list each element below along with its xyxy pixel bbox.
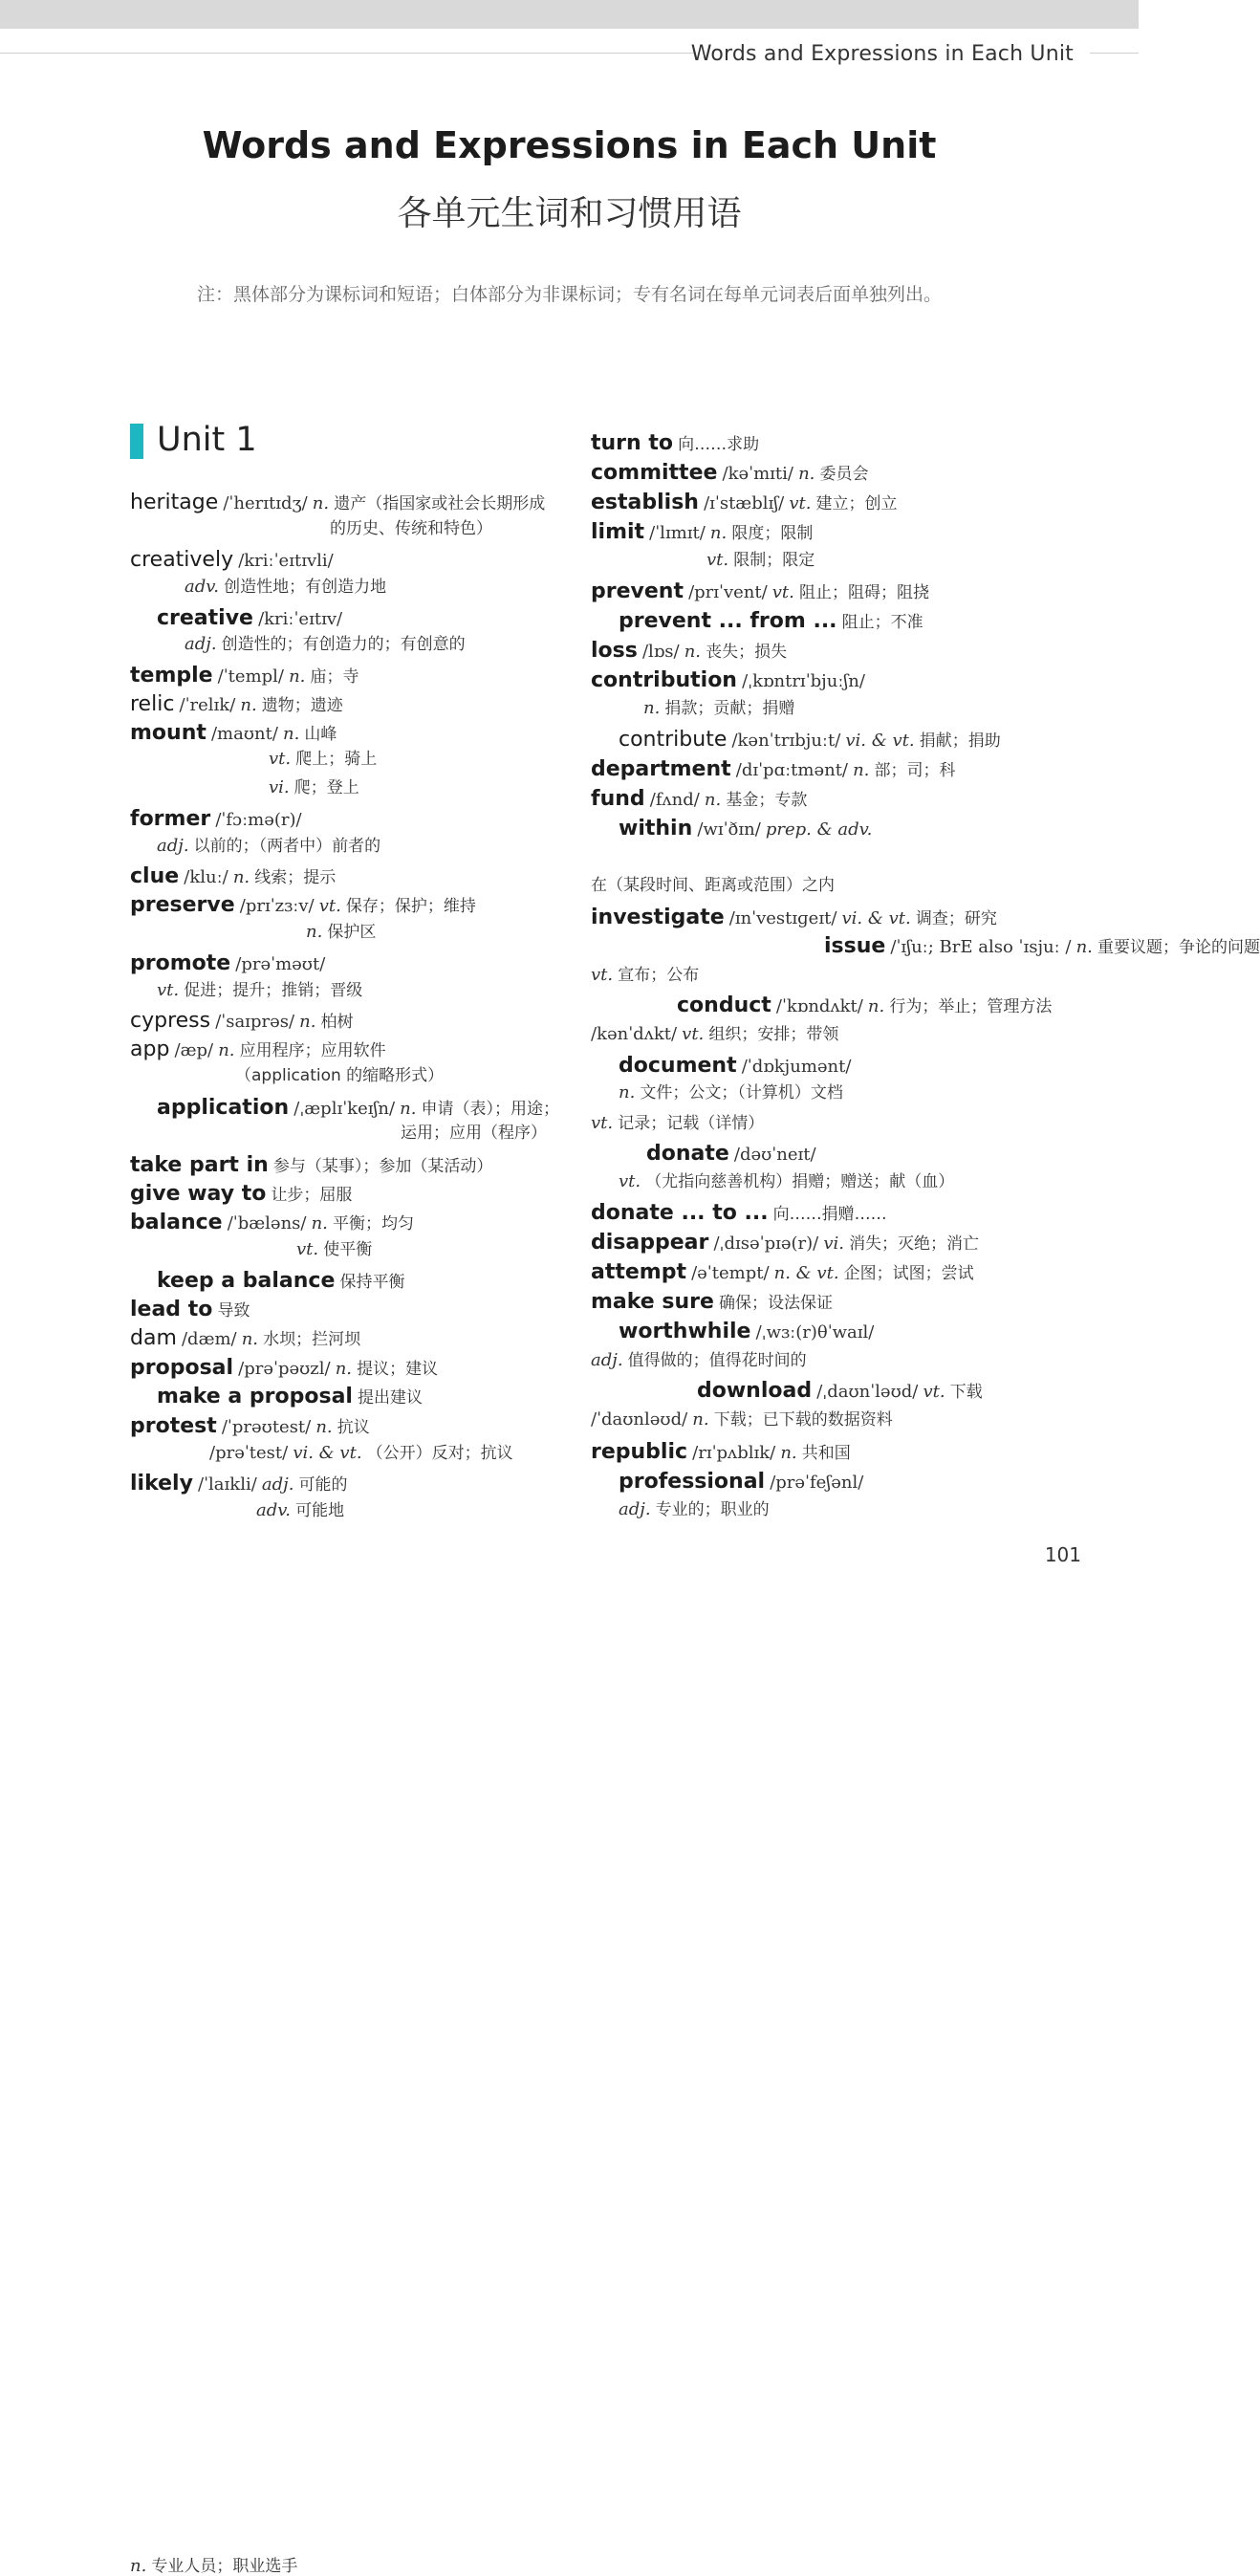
definition: 宣布；公布 <box>618 966 700 985</box>
phonetic: /ˌæplɪˈkeɪʃn/ <box>293 1099 396 1119</box>
vocab-entry <box>269 751 377 768</box>
headword: take part in <box>130 1153 269 1177</box>
definition: 捐献；捐助 <box>919 731 1001 751</box>
part-of-speech: vi. & vt. <box>293 1443 362 1463</box>
headword: contribution <box>591 668 737 692</box>
definition: 组织；安排；带领 <box>708 1025 839 1044</box>
definition: 共和国 <box>801 1444 851 1463</box>
definition: 应用程序；应用软件 <box>239 1041 386 1060</box>
vocab-entry <box>591 1411 893 1429</box>
headword: prevent ... from ... <box>619 609 837 633</box>
phonetic: /prɪˈzɜːv/ <box>239 896 315 916</box>
vocab-entry <box>619 611 923 632</box>
phonetic: /wɪˈðɪn/ <box>697 819 761 840</box>
headword: promote <box>130 951 231 975</box>
part-of-speech: n. <box>798 464 815 484</box>
part-of-speech: vt. <box>619 1171 641 1191</box>
definition: 消失；灭绝；消亡 <box>849 1234 980 1254</box>
vocab-entry <box>591 1352 807 1369</box>
phonetic: /ˌwɜː(r)θˈwaɪl/ <box>755 1322 875 1343</box>
definition: 山峰 <box>304 725 337 744</box>
vocab-entry <box>591 907 997 928</box>
phonetic: /kriːˈeɪtɪv/ <box>258 609 343 629</box>
unit-marker <box>130 424 143 459</box>
phonetic: /ˈtempl/ <box>217 666 284 687</box>
vocab-entry <box>619 1056 851 1077</box>
part-of-speech: n. <box>218 1040 235 1060</box>
part-of-speech: n. <box>311 1213 328 1233</box>
definition: 部；司；科 <box>874 761 956 780</box>
phonetic: /æp/ <box>174 1040 214 1060</box>
definition: 抗议 <box>337 1418 370 1437</box>
definition: 平衡；均匀 <box>332 1214 414 1233</box>
phonetic: /fʌnd/ <box>649 790 700 810</box>
vocab-entry <box>130 694 343 715</box>
definition: 记录；记载（详情） <box>618 1114 765 1133</box>
vocab-entry <box>619 1321 874 1343</box>
part-of-speech: n. <box>692 1409 709 1430</box>
definition: 建立；创立 <box>815 494 898 513</box>
phonetic: /ˈfɔːmə(r)/ <box>215 810 302 830</box>
headword: dam <box>130 1326 177 1350</box>
headword: clue <box>130 864 180 888</box>
page-number: 101 <box>1044 1543 1081 1566</box>
definition: 柏树 <box>320 1013 354 1032</box>
vocab-entry <box>619 1173 954 1190</box>
definition: 申请（表）；用途； <box>421 1100 560 1119</box>
part-of-speech: n. <box>240 695 257 715</box>
part-of-speech: vi. <box>823 1233 844 1254</box>
phonetic: /prəˈfeʃənl/ <box>770 1473 864 1493</box>
part-of-speech: adj. <box>591 1350 623 1370</box>
definition: 爬上；骑上 <box>295 750 378 769</box>
part-of-speech: n. <box>335 1359 353 1379</box>
headword: preserve <box>130 893 235 917</box>
phonetic: /prɪˈvent/ <box>688 582 768 602</box>
vocab-entry <box>130 1184 352 1205</box>
vocab-entry <box>130 1039 386 1060</box>
part-of-speech: vt. <box>591 1113 614 1133</box>
definition: 限制；限定 <box>733 551 815 570</box>
definition: 下载；已下载的数据资料 <box>713 1410 893 1430</box>
headword: give way to <box>130 1182 267 1206</box>
part-of-speech: vt. <box>157 980 180 1000</box>
headword: republic <box>591 1440 688 1464</box>
vocab-entry <box>591 789 807 810</box>
definition: 促进；提升；推销；晋级 <box>184 981 363 1000</box>
headword: proposal <box>130 1356 234 1380</box>
part-of-speech: vt. <box>591 965 614 985</box>
headword: relic <box>130 692 175 716</box>
definition: 在（某段时间、距离或范围）之内 <box>591 876 835 895</box>
part-of-speech: vt. <box>269 749 292 769</box>
vocab-entry <box>591 492 898 513</box>
part-of-speech: vt. <box>789 493 812 513</box>
part-of-speech: n. <box>1075 937 1093 957</box>
headword: lead to <box>130 1298 213 1321</box>
vocab-entry <box>591 433 759 454</box>
page-title: Words and Expressions in Each Unit <box>202 124 937 166</box>
vocab-entry <box>619 730 1001 751</box>
part-of-speech: n. <box>241 1329 259 1349</box>
vocab-entry <box>130 953 325 974</box>
header-rule-left <box>0 53 696 54</box>
phonetic: /ˈlaɪkli/ <box>198 1474 257 1495</box>
vocab-entry <box>619 819 872 840</box>
vocab-entry <box>256 1502 344 1519</box>
vocab-entry <box>130 1212 414 1233</box>
vocab-entry <box>185 636 466 653</box>
phonetic: /dəʊˈneɪt/ <box>733 1145 816 1165</box>
headword: make sure <box>591 1290 714 1314</box>
vocab-entry <box>824 936 1260 957</box>
vocab-entry <box>130 1155 492 1176</box>
phonetic: /kəˈmɪti/ <box>722 464 793 484</box>
vocab-entry <box>157 1098 559 1119</box>
definition: 下载 <box>949 1383 983 1402</box>
definition: 保持平衡 <box>339 1273 405 1292</box>
vocab-entry <box>130 895 476 916</box>
headword: worthwhile <box>619 1320 751 1343</box>
definition: 重要议题；争论的问题 <box>1097 938 1260 957</box>
definition: 专业的；职业的 <box>655 1500 770 1519</box>
part-of-speech: n. <box>130 2556 147 2576</box>
headword: issue <box>824 934 886 958</box>
part-of-speech: vi. & vt. <box>845 731 915 751</box>
definition: 创造性地；有创造力地 <box>224 578 387 597</box>
vocab-entry <box>619 1084 843 1102</box>
vocab-entry <box>706 552 815 569</box>
phonetic: /ɪnˈvestɪɡeɪt/ <box>728 908 837 928</box>
vocab-entry <box>643 700 794 717</box>
definition: 行为；举止；管理方法 <box>889 997 1053 1016</box>
part-of-speech: adj. <box>261 1474 294 1495</box>
vocab-entry <box>591 967 699 984</box>
definition: 可能的 <box>298 1475 348 1495</box>
headword: professional <box>619 1470 766 1494</box>
definition: （尤指向慈善机构）捐赠；赠送；献（血） <box>645 1172 955 1191</box>
vocab-entry <box>157 1271 405 1292</box>
definition: 让步；屈服 <box>271 1186 353 1205</box>
vocab-entry <box>591 1442 851 1463</box>
vocab-entry <box>130 1416 370 1437</box>
headword: donate ... to ... <box>591 1201 769 1225</box>
phonetic: /prəˈtest/ <box>209 1443 289 1463</box>
definition: 提议；建议 <box>357 1360 439 1379</box>
vocab-entry <box>130 492 545 513</box>
phonetic: /ˈsaɪprəs/ <box>215 1012 295 1032</box>
headword: prevent <box>591 579 684 603</box>
phonetic: /dæm/ <box>181 1329 237 1349</box>
vocab-entry <box>235 1068 444 1084</box>
headword: document <box>619 1054 737 1078</box>
vocab-entry <box>130 1474 348 1495</box>
vocab-entry <box>130 809 302 830</box>
vocab-entry <box>130 723 337 744</box>
headword: cypress <box>130 1009 211 1033</box>
part-of-speech: vi. <box>269 777 290 797</box>
headword: contribute <box>619 728 728 752</box>
page-subtitle: 各单元生词和习惯用语 <box>397 194 742 233</box>
phonetic: /ˈɪʃuː; BrE also ˈɪsjuː / <box>890 937 1072 957</box>
definition: 线索；提示 <box>254 868 337 887</box>
vocab-entry <box>130 1299 250 1321</box>
vocab-entry <box>619 1472 863 1493</box>
part-of-speech: n. <box>283 724 300 744</box>
phonetic: /ˈbæləns/ <box>227 1213 307 1233</box>
vocab-entry <box>157 608 342 629</box>
headword: keep a balance <box>157 1269 336 1293</box>
definition: 调查；研究 <box>915 909 997 928</box>
headword: loss <box>591 639 638 663</box>
vocab-entry <box>646 1144 816 1165</box>
headword: disappear <box>591 1231 709 1255</box>
phonetic: /rɪˈpʌblɪk/ <box>692 1443 776 1463</box>
definition: 向……捐赠…… <box>772 1205 887 1224</box>
definition: 庙；寺 <box>310 667 359 687</box>
headword: turn to <box>591 431 673 455</box>
part-of-speech: adj. <box>157 836 189 856</box>
definition: 水坝；拦河坝 <box>263 1330 361 1349</box>
definition: 爬；登上 <box>293 778 359 797</box>
vocab-entry <box>157 1386 423 1408</box>
vocab-entry <box>677 995 1052 1016</box>
phonetic: /ˌdaʊnˈləʊd/ <box>816 1382 919 1402</box>
phonetic: /kluː/ <box>184 867 228 887</box>
part-of-speech: vt. <box>771 582 794 602</box>
phonetic: /dɪˈpɑːtmənt/ <box>735 760 848 780</box>
part-of-speech: vi. & vt. <box>841 908 911 928</box>
phonetic: /əˈtempt/ <box>691 1263 770 1283</box>
headword: download <box>697 1379 813 1403</box>
headword: mount <box>130 721 206 745</box>
running-header: Words and Expressions in Each Unit <box>690 42 1074 66</box>
phonetic: /prəˈpəʊzl/ <box>238 1359 331 1379</box>
headword: attempt <box>591 1260 686 1284</box>
headword: fund <box>591 787 645 811</box>
part-of-speech: adj. <box>185 634 217 654</box>
part-of-speech: n. <box>684 642 702 662</box>
phonetic: /ˌdɪsəˈpɪə(r)/ <box>713 1233 819 1254</box>
headword: app <box>130 1037 170 1061</box>
definition: 确保；设法保证 <box>719 1294 834 1313</box>
part-of-speech: n. <box>619 1082 636 1102</box>
part-of-speech: prep. & adv. <box>765 819 873 840</box>
definition: 保存；保护；维持 <box>345 897 476 916</box>
definition: 导致 <box>217 1301 250 1321</box>
headword: establish <box>591 491 699 514</box>
definition: 的历史、传统和特色） <box>330 519 492 538</box>
phonetic: /kənˈdʌkt/ <box>591 1024 678 1044</box>
vocab-entry <box>130 866 336 887</box>
definition: 遗产（指国家或社会长期形成 <box>334 494 546 513</box>
headword: likely <box>130 1472 193 1495</box>
part-of-speech: vt. <box>706 550 729 570</box>
vocab-entry <box>591 759 956 780</box>
definition: 运用；应用（程序） <box>401 1124 547 1143</box>
phonetic: /kriːˈeɪtɪvli/ <box>238 551 334 571</box>
phonetic: /ˈherɪtɪdʒ/ <box>223 493 308 513</box>
header-rule-right <box>1090 53 1139 54</box>
vocab-entry <box>130 1011 354 1032</box>
part-of-speech: n. <box>780 1443 797 1463</box>
part-of-speech: n. & vt. <box>773 1263 839 1283</box>
part-of-speech: adv. <box>256 1500 292 1520</box>
headword: balance <box>130 1211 223 1234</box>
headword: creatively <box>130 548 234 572</box>
vocab-entry <box>697 1381 983 1402</box>
headword: within <box>619 817 693 840</box>
unit-heading: Unit 1 <box>157 421 257 459</box>
definition: 专业人员；职业选手 <box>151 2557 298 2576</box>
definition: 提出建议 <box>358 1388 424 1408</box>
definition: （application 的缩略形式） <box>235 1066 445 1085</box>
definition: 阻止；不准 <box>841 613 923 632</box>
headword: application <box>157 1096 290 1120</box>
definition: 向……求助 <box>678 435 760 454</box>
definition: 以前的；（两者中）前者的 <box>193 837 381 856</box>
vocab-entry <box>209 1445 513 1462</box>
part-of-speech: n. <box>315 1417 333 1437</box>
part-of-speech: n. <box>853 760 870 780</box>
headword: donate <box>646 1142 729 1166</box>
part-of-speech: adj. <box>619 1499 651 1519</box>
part-of-speech: n. <box>704 790 722 810</box>
vocab-entry <box>591 581 929 602</box>
vocab-entry <box>619 1501 770 1518</box>
vocab-entry <box>401 1125 547 1142</box>
part-of-speech: n. <box>643 698 661 718</box>
vocab-entry <box>130 2558 297 2575</box>
definition: 委员会 <box>819 465 869 484</box>
part-of-speech: n. <box>867 996 885 1016</box>
vocab-entry <box>306 924 376 941</box>
phonetic: /ˈkɒndʌkt/ <box>775 996 863 1016</box>
definition: 值得做的；值得花时间的 <box>627 1351 807 1370</box>
part-of-speech: n. <box>289 666 306 687</box>
vocab-entry <box>130 666 359 687</box>
vocab-entry <box>591 1203 887 1224</box>
vocab-entry <box>591 1115 764 1132</box>
definition: 文件；公文；（计算机）文档 <box>640 1083 843 1102</box>
vocab-entry <box>296 1241 372 1258</box>
part-of-speech: vt. <box>682 1024 705 1044</box>
headword: make a proposal <box>157 1385 353 1408</box>
vocab-entry <box>130 1328 360 1349</box>
phonetic: /ˈlɪmɪt/ <box>649 523 706 543</box>
headword: heritage <box>130 491 219 514</box>
definition: 限度；限制 <box>731 524 814 543</box>
part-of-speech: adv. <box>185 577 220 597</box>
headword: department <box>591 757 731 781</box>
headword: conduct <box>677 993 771 1017</box>
definition: （公开）反对；抗议 <box>366 1444 513 1463</box>
headword: limit <box>591 520 645 544</box>
vocab-entry <box>157 982 362 999</box>
phonetic: /ˈdaʊnləʊd/ <box>591 1409 688 1430</box>
part-of-speech: n. <box>299 1012 316 1032</box>
top-band <box>0 0 1139 29</box>
vocab-entry <box>591 1262 974 1283</box>
definition: 基金；专款 <box>726 791 808 810</box>
headword: former <box>130 807 211 831</box>
vocab-entry <box>591 670 865 691</box>
definition: 创造性的；有创造力的；有创意的 <box>221 635 466 654</box>
headword: creative <box>157 606 253 630</box>
vocab-entry <box>157 838 380 855</box>
vocab-entry <box>330 521 492 537</box>
vocab-entry <box>591 1233 979 1254</box>
page-note: 注：黑体部分为课标词和短语；白体部分为非课标词；专有名词在每单元词表后面单独列出。 <box>196 284 942 305</box>
part-of-speech: vt. <box>923 1382 945 1402</box>
vocab-entry <box>130 550 334 571</box>
definition: 使平衡 <box>323 1240 373 1259</box>
vocab-entry <box>591 878 835 894</box>
part-of-speech: vt. <box>318 896 341 916</box>
phonetic: /kənˈtrɪbjuːt/ <box>731 731 841 751</box>
headword: committee <box>591 461 718 485</box>
headword: temple <box>130 664 213 688</box>
phonetic: /prəˈməʊt/ <box>235 954 326 974</box>
headword: investigate <box>591 906 725 929</box>
definition: 企图；试图；尝试 <box>843 1264 974 1283</box>
definition: 阻止；阻碍；阻挠 <box>798 583 929 602</box>
phonetic: /maʊnt/ <box>210 724 278 744</box>
phonetic: /ˌkɒntrɪˈbjuːʃn/ <box>742 671 865 691</box>
definition: 遗物；遗迹 <box>261 696 343 715</box>
vocab-entry <box>591 522 813 543</box>
part-of-speech: n. <box>709 523 728 543</box>
vocab-entry <box>591 1026 838 1043</box>
vocab-entry <box>591 641 787 662</box>
phonetic: /lɒs/ <box>641 642 680 662</box>
part-of-speech: vt. <box>296 1239 319 1259</box>
part-of-speech: n. <box>312 493 330 513</box>
phonetic: /ɪˈstæblɪʃ/ <box>704 493 785 513</box>
vocab-entry <box>591 1292 833 1313</box>
definition: 捐款；贡献；捐赠 <box>664 699 795 718</box>
headword: protest <box>130 1414 217 1438</box>
phonetic: /ˈrelɪk/ <box>179 695 236 715</box>
definition: 丧失；损失 <box>706 643 788 662</box>
vocab-entry <box>269 779 359 797</box>
part-of-speech: n. <box>306 922 323 942</box>
phonetic: /ˈdɒkjumənt/ <box>741 1057 852 1077</box>
vocab-entry <box>185 579 386 596</box>
part-of-speech: n. <box>400 1099 417 1119</box>
definition: 参与（某事）；参加（某活动） <box>272 1157 493 1176</box>
vocab-entry <box>130 1358 438 1379</box>
part-of-speech: n. <box>232 867 250 887</box>
vocab-entry <box>591 463 868 484</box>
definition: 可能地 <box>295 1501 345 1520</box>
definition: 保护区 <box>327 923 377 942</box>
phonetic: /ˈprəʊtest/ <box>221 1417 312 1437</box>
